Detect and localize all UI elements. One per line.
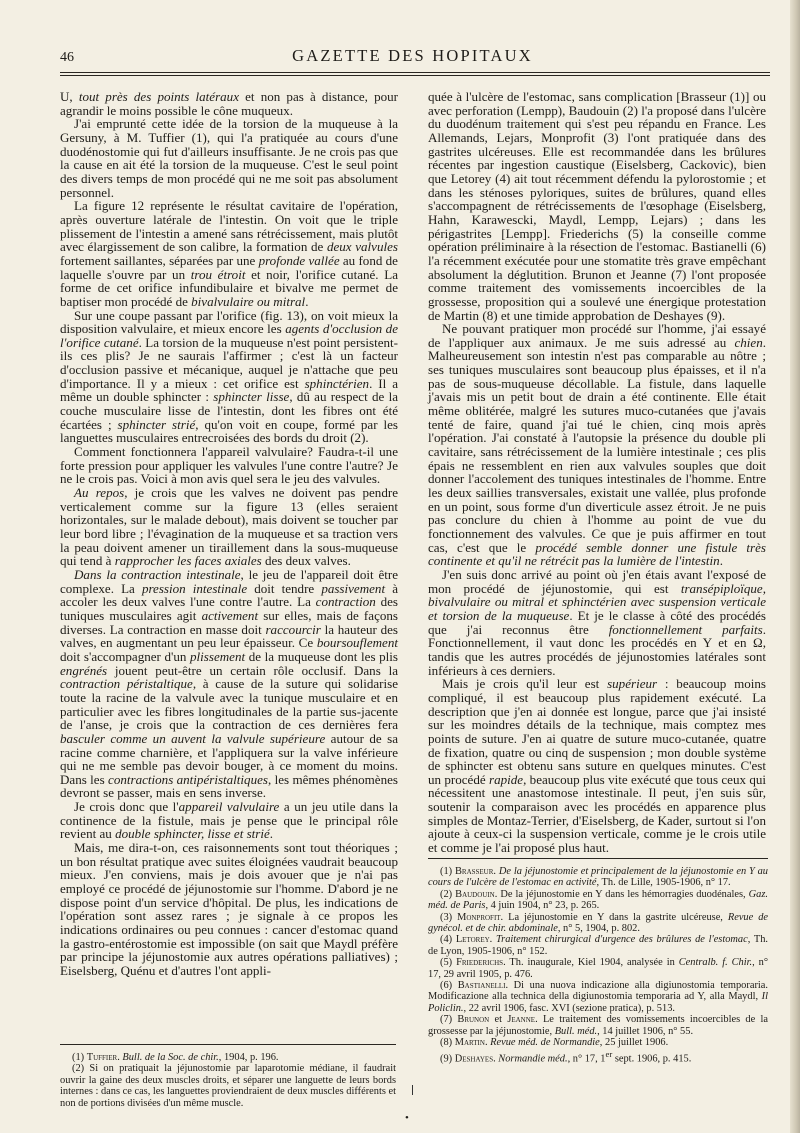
footnote: (2) Si on pratiquait la jéjunostomie par laparotomie médiane, il faudrait ouvrir la gaine des deux muscles droits, et séparer une languette de leurs bords internes : dans ce cas, les languettes proviendraient de deux muscles différents et non de portions divisées d'un même muscle. [60,1063,396,1109]
footnote: (7) Brunon et Jeanne. Le traitement des vomissements incoercibles de la grossesse par la jéjunostomie, Bull. méd., 14 juillet 1906, n° 55. [428,1014,768,1037]
footnote: (3) Monprofit. La jéjunostomie en Y dans la gastrite ulcéreuse, Revue de gynécol. et de chir. abdominale, n° 5, 1904, p. 802. [428,911,768,935]
footnote: (9) Deshayes. Normandie méd., n° 17, 1er sept. 1906, p. 415. [440,1048,692,1064]
footnote: (2) Baudouin. De la jéjunostomie en Y dans les hémorragies duodénales, Gaz. méd. de Paris, 4 juin 1904, n° 23, p. 265. [428,888,768,912]
paragraph: Dans la contraction intestinale, le jeu de l'appareil doit être complexe. La pression intestinale doit tendre passivement à accoler les deux valves l'une contre l'autre. La contraction des tuniques musculaires agit activement sur elles, mais de façons diverses. La contraction en masse doit raccourcir la hauteur des valves, en augmentant un peu leur épaisseur. Ce boursouflement doit s'accompagner d'un plissement de la muqueuse dont les plis engrénés jouent peut-être un certain rôle occlusif. Dans la contraction péristaltique, à cause de la suture qui solidarise toute la racine de la valvule avec la tunique musculaire et en particulier avec les fibres longitudinales de la partie sus-jacente de l'anse, je crois que la contraction de ces dernières fera basculer comme un auvent la valvule supérieure autour de sa racine comme charnière, et l'appliquera sur la valve inférieure qui ne me semble pas devoir bouger, à ce moment du moins. Dans les contractions antipéristaltiques, les mêmes phénomènes devront se passer, mais en sens inverse. [60,566,399,801]
paragraph: La figure 12 représente le résultat cavitaire de l'opération, après ouverture latérale de l'intestin. On voit que le triple plissement de l'intestin a amené sans rétrécissement, mais plutôt avec élargissement de son calibre, la formation de deux valvules fortement saillantes, séparées par une profonde vallée au fond de laquelle s'ouvre par un trou étroit et noir, l'orifice cutané. La forme de cet orifice infundibulaire et bivalve me permet de baptiser mon procédé de bivalvulaire ou mitral. [60,198,398,309]
footnote: (1) Tuffier. Bull. de la Soc. de chir., 1904, p. 196. [72,1052,279,1063]
page-header [60,42,765,68]
page-number: 46 [60,50,74,65]
paragraph: Ne pouvant pratiquer mon procédé sur l'homme, j'ai essayé de l'appliquer aux animaux. Je me suis adressé au chien. Malheureusement son intestin n'est pas comparable au nôtre ; ses tuniques musculaires sont beaucoup plus épaisses, et il n'a pas de sous-muqueuse décollable. La fistule, dans laquelle j'avais mis un petit bout de drain a été continente. Elle était même oblitérée, malgré les sutures muco-cutanées que j'avais tenté de faire, quand j'ai tué le chien, cinq mois après l'opération. J'ai constaté à l'autopsie la présence du double pli cavitaire, sans rétrécissement de la lumière intestinale ; ces plis épais ne ressemblent en rien aux valvules souples que doit donner l'accolement des tuniques intestinales de l'homme. Entre les deux saillies transversales, existait une vallée, plus profonde en un point, sous forme d'un diverticule assez étroit. Je ne puis pas conclure du chien à l'homme au point de vue du fonctionnement des valvules. Ce que je puis affirmer en tout cas, c'est que le procédé semble donner une fistule très continente et qu'il ne rétrécit pas la lumière de l'intestin. [428,321,766,569]
paragraph: Mais je crois qu'il leur est supérieur : beaucoup moins compliqué, il est beaucoup plus rapidement exécuté. La description que j'en ai donnée est longue, parce que j'ai insisté sur les moindres détails de la technique, mais comptez mes points de suture. J'en ai quatre de suture muco-cutanée, quatre de fixation, quatre ou cinq de suspension ; mon double système de sphincter est obtenu sans suture en quelques minutes. C'est un procédé rapide, beaucoup plus vite exécuté que tous ceux qui nécessitent une anastomose intestinale. Il peut, j'en suis sûr, soutenir la comparaison avec les procédés en apparence plus simples de Montaz-Terrier, d'Eiselsberg, de Kader, surtout si l'on ajoute à ceux-ci la suspension verticale, comme je le crois utile et comme je l'ai proposé plus haut. [428,676,766,856]
paragraph: U, tout près des points latéraux et non pas à distance, pour agrandir le moins possible le cône muqueux. [60,89,398,118]
paragraph: Au repos, je crois que les valves ne doivent pas pendre verticalement comme sur la figure 13 (elles seraient horizontales, sur le malade debout), mais doivent se toucher par leur bord libre ; l'évagination de la muqueuse et sa traction vers la peau doivent amener un tiraillement dans la sous-muqueuse qui tend à rapprocher les faces axiales des deux valves. [60,485,398,569]
paragraph: Je crois donc que l'appareil valvulaire a un jeu utile dans la continence de la fistule, mais je pense que le principal rôle revient au double sphincter, lisse et strié. [60,799,398,842]
right-footnote-rule [428,858,768,859]
journal-title: GAZETTE DES HOPITAUX [292,46,533,65]
header-rule-thin [60,75,770,76]
footnote: (5) Friederichs. Th. inaugurale, Kiel 1904, analysée in Centralb. f. Chir., n° 17, 29 avril 1905, p. 476. [428,957,769,980]
footnote: (6) Bastianelli. Di una nuova indicazione alla digiunostomia temporaria. Modificazione alla technica della digiunostomia temporaria ad Y, alla Maydl, Il Policlin., 22 avril 1906, fasc. XVI (sezione pratica), p. 513. [428,980,768,1014]
left-column [60,90,398,978]
footnote: (1) Brasseur. De la jéjunostomie et principalement de la jéjunostomie en Y au cours de l'ulcère de l'estomac en activité, Th. de Lille, 1905-1906, n° 17. [428,866,768,889]
header-rule [60,72,770,73]
margin-mark [412,1085,413,1095]
right-footnotes [428,866,768,1064]
paragraph: J'en suis donc arrivé au point où j'en étais avant l'exposé de mon procédé de jéjunostomie, qui est transépiploïque, bivalvulaire ou mitral et sphinctérien avec suspension verticale et torsion de la muqueuse. Et je le classe à côté des procédés que j'ai reconnus être fonctionnellement parfaits. Fonctionnellement, il vaut donc les procédés en Y et en Ω, tandis que les autres procédés de jéjunostomies latérales sont inférieurs à ces derniers. [428,566,766,678]
right-column [428,90,766,855]
footnote: (8) Martin. Revue méd. de Normandie, 25 juillet 1906. [440,1037,669,1049]
paragraph: Sur une coupe passant par l'orifice (fig. 13), on voit mieux la disposition valvulaire, et mieux encore les agents d'occlusion de l'orifice cutané. La torsion de la muqueuse n'est point persistent-ils ces plis? Je ne saurais l'affirmer ; c'est là un facteur d'occlusion passive et mécanique, auquel je n'attache que peu d'importance. Il y a mieux : cet orifice est sphinctérien. Il a même un double sphincter : sphincter lisse, dû au respect de la couche musculaire lisse de l'intestin, dont les fibres ont été écartées ; sphincter strié, qu'on voit en coupe, formé par les languettes musculaires entrecroisées des bords du droit (2). [60,307,398,446]
bottom-mark: • [405,1112,409,1124]
paragraph: Comment fonctionnera l'appareil valvulaire? Faudra-t-il une forte pression pour appliquer les valvules l'une contre l'autre? Je ne le crois pas. Voici à mon avis quel sera le jeu des valvules. [60,444,398,487]
left-footnote-rule [60,1044,396,1045]
page-edge [790,0,800,1133]
paragraph: quée à l'ulcère de l'estomac, sans complication [Brasseur (1)] ou avec perforation (Lempp), Baudouin (2) l'a proposé dans l'ulcère du duodénum traitement qui s'est peu répandu en France. Les Allemands, Lejars, Monprofit (3) l'ont pratiquée dans des gastrites ulcéreuses. Elle est recommandée dans les brûlures récentes par ingestion caustique (Eiselsberg, Cackovic), bien que Letorey (4) ait tout récemment défendu la pylorostomie ; et dans les sténoses pyloriques, suites de brûlures, quand elles s'accompagnent de rétrécissements de l'œsophage (Eiselsberg, Hahn, Karawescki, Maydl, Lempp, Lejars) ; dans les périgastrites [Lempp]. Friederichs (5) la conseille comme opération préliminaire à la résection de l'estomac. Bastianelli (6) l'a récemment exécutée pour une stomatite très grave empêchant absolument la déglutition. Brunon et Jeanne (7) l'ont proposée comme traitement des vomissements incoercibles de la grossesse, proposition qui a soulevé une énergique protestation de Martin (8) et une timide approbation de Deshayes (9). [428,89,766,323]
paragraph: J'ai emprunté cette idée de la torsion de la muqueuse à la Gersuny, à M. Tuffier (1), qui l'a pratiquée au cours d'une duodénostomie qui fut d'ailleurs insuffisante. Je ne crois pas que la cause en ait été la torsion de la muqueuse. C'est le seul point des divers temps de mon procédé qui ne me soit pas absolument personnel. [60,116,398,200]
paragraph: Mais, me dira-t-on, ces raisonnements sont tout théoriques ; un bon résultat pratique avec suites éloignées vaudrait beaucoup mieux. J'en conviens, mais je dois avouer que je n'ai pas employé ce procédé de jéjunostomie sur l'homme. D'abord je ne dispose point d'un service d'hôpital. De plus, les indications de l'opération sont assez rares ; je signale à ce propos les indications ordinaires ou peu connues : cancer d'estomac quand la gastro-entérostomie est impossible (on sait que Maydl préfère par principe la jéjunostomie aux autres opérations palliatives) ; Eiselsberg, Quénu et d'autres l'ont appli- [60,840,398,978]
left-footnotes [60,1052,396,1109]
footnote: (4) Letorey. Traitement chirurgical d'urgence des brûlures de l'estomac, Th. de Lyon, 1905-1906, n° 152. [428,934,769,957]
